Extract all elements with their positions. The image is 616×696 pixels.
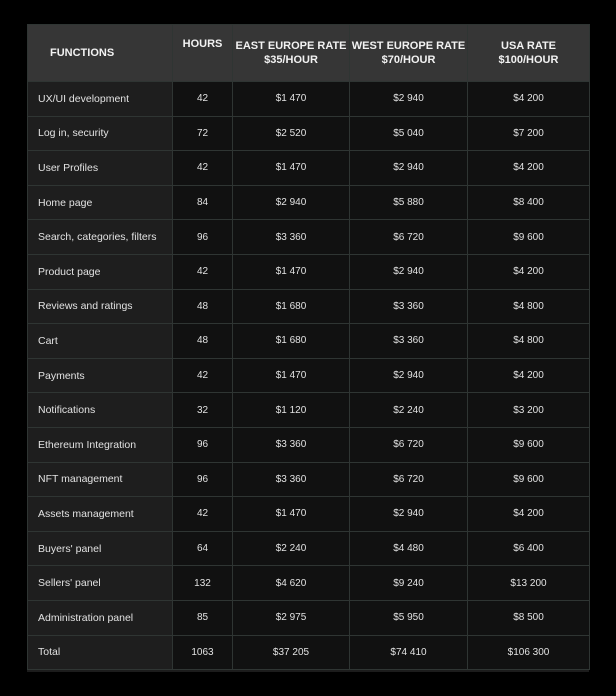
east-europe-cost-cell: $1 470	[233, 254, 350, 289]
function-cell: Search, categories, filters	[28, 220, 173, 255]
usa-cost-cell: $13 200	[468, 566, 590, 601]
header-west-europe-rate	[350, 25, 468, 82]
header-usa-rate-value: $100/HOUR	[498, 54, 559, 66]
east-europe-cost-cell: $2 975	[233, 600, 350, 635]
west-europe-cost-cell: $2 940	[350, 82, 468, 117]
function-cell: Ethereum Integration	[28, 427, 173, 462]
function-cell: Notifications	[28, 393, 173, 428]
hours-cell: 48	[173, 289, 233, 324]
usa-cost-cell: $7 200	[468, 116, 590, 151]
cost-estimate-table-container	[27, 24, 589, 672]
table-row	[28, 393, 590, 428]
west-europe-cost-cell: $6 720	[350, 220, 468, 255]
usa-cost-cell: $4 200	[468, 82, 590, 117]
hours-cell: 132	[173, 566, 233, 601]
header-west-europe-rate-value: $70/HOUR	[381, 54, 436, 66]
header-functions-label: FUNCTIONS	[50, 47, 115, 59]
hours-cell: 42	[173, 358, 233, 393]
usa-cost-cell: $8 400	[468, 185, 590, 220]
hours-cell: 48	[173, 324, 233, 359]
hours-cell: 42	[173, 82, 233, 117]
total-label-cell: Total	[28, 635, 173, 670]
table-row	[28, 254, 590, 289]
west-europe-cost-cell: $3 360	[350, 324, 468, 359]
west-europe-cost-cell: $6 720	[350, 462, 468, 497]
function-cell: Sellers' panel	[28, 566, 173, 601]
header-functions	[28, 25, 173, 82]
west-europe-cost-cell: $2 940	[350, 254, 468, 289]
west-europe-cost-cell: $5 950	[350, 600, 468, 635]
header-row	[28, 25, 590, 82]
hours-cell: 32	[173, 393, 233, 428]
east-europe-cost-cell: $1 470	[233, 358, 350, 393]
function-cell: Log in, security	[28, 116, 173, 151]
hours-cell: 64	[173, 531, 233, 566]
header-east-europe-rate	[233, 25, 350, 82]
hours-cell: 85	[173, 600, 233, 635]
table-row	[28, 566, 590, 601]
usa-cost-cell: $6 400	[468, 531, 590, 566]
west-europe-cost-cell: $4 480	[350, 531, 468, 566]
usa-cost-cell: $4 800	[468, 324, 590, 359]
usa-cost-cell: $9 600	[468, 220, 590, 255]
hours-cell: 42	[173, 497, 233, 532]
usa-cost-cell: $4 200	[468, 358, 590, 393]
header-east-europe-title: EAST EUROPE RATE	[235, 40, 347, 52]
usa-cost-cell: $4 800	[468, 289, 590, 324]
table-body	[28, 82, 590, 670]
east-europe-cost-cell: $2 940	[233, 185, 350, 220]
table-row	[28, 531, 590, 566]
west-europe-cost-cell: $2 940	[350, 151, 468, 186]
east-europe-cost-cell: $3 360	[233, 462, 350, 497]
west-europe-cost-cell: $2 940	[350, 497, 468, 532]
hours-cell: 96	[173, 220, 233, 255]
west-europe-cost-cell: $5 040	[350, 116, 468, 151]
hours-cell: 42	[173, 254, 233, 289]
function-cell: Home page	[28, 185, 173, 220]
east-europe-cost-cell: $3 360	[233, 427, 350, 462]
usa-cost-cell: $8 500	[468, 600, 590, 635]
usa-cost-cell: $4 200	[468, 151, 590, 186]
function-cell: User Profiles	[28, 151, 173, 186]
function-cell: Reviews and ratings	[28, 289, 173, 324]
total-usa-cost-cell: $106 300	[468, 635, 590, 670]
function-cell: Administration panel	[28, 600, 173, 635]
west-europe-cost-cell: $3 360	[350, 289, 468, 324]
hours-cell: 72	[173, 116, 233, 151]
east-europe-cost-cell: $1 470	[233, 151, 350, 186]
east-europe-cost-cell: $2 520	[233, 116, 350, 151]
function-cell: Payments	[28, 358, 173, 393]
usa-cost-cell: $4 200	[468, 497, 590, 532]
table-row	[28, 185, 590, 220]
function-cell: NFT management	[28, 462, 173, 497]
west-europe-cost-cell: $5 880	[350, 185, 468, 220]
east-europe-cost-cell: $2 240	[233, 531, 350, 566]
east-europe-cost-cell: $1 120	[233, 393, 350, 428]
table-row	[28, 497, 590, 532]
total-west-europe-cost-cell: $74 410	[350, 635, 468, 670]
header-west-europe-title: WEST EUROPE RATE	[351, 40, 466, 52]
total-row	[28, 635, 590, 670]
total-east-europe-cost-cell: $37 205	[233, 635, 350, 670]
hours-cell: 96	[173, 427, 233, 462]
hours-cell: 84	[173, 185, 233, 220]
total-hours-cell: 1063	[173, 635, 233, 670]
function-cell: UX/UI development	[28, 82, 173, 117]
function-cell: Assets management	[28, 497, 173, 532]
hours-cell: 96	[173, 462, 233, 497]
east-europe-cost-cell: $1 470	[233, 82, 350, 117]
cost-estimate-table	[27, 24, 590, 670]
east-europe-cost-cell: $4 620	[233, 566, 350, 601]
west-europe-cost-cell: $9 240	[350, 566, 468, 601]
table-row	[28, 600, 590, 635]
east-europe-cost-cell: $1 470	[233, 497, 350, 532]
usa-cost-cell: $9 600	[468, 462, 590, 497]
table-row	[28, 289, 590, 324]
table-row	[28, 427, 590, 462]
function-cell: Buyers' panel	[28, 531, 173, 566]
west-europe-cost-cell: $2 240	[350, 393, 468, 428]
table-row	[28, 82, 590, 117]
usa-cost-cell: $9 600	[468, 427, 590, 462]
west-europe-cost-cell: $2 940	[350, 358, 468, 393]
header-hours-label: HOURS	[182, 38, 223, 50]
header-usa-rate	[468, 25, 590, 82]
header-hours	[173, 25, 233, 82]
table-row	[28, 151, 590, 186]
header-usa-title: USA RATE	[501, 40, 556, 52]
table-row	[28, 220, 590, 255]
usa-cost-cell: $3 200	[468, 393, 590, 428]
hours-cell: 42	[173, 151, 233, 186]
east-europe-cost-cell: $3 360	[233, 220, 350, 255]
header-east-europe-rate-value: $35/HOUR	[264, 54, 318, 66]
west-europe-cost-cell: $6 720	[350, 427, 468, 462]
function-cell: Product page	[28, 254, 173, 289]
table-header	[28, 25, 590, 82]
table-row	[28, 462, 590, 497]
east-europe-cost-cell: $1 680	[233, 289, 350, 324]
table-row	[28, 358, 590, 393]
east-europe-cost-cell: $1 680	[233, 324, 350, 359]
usa-cost-cell: $4 200	[468, 254, 590, 289]
function-cell: Cart	[28, 324, 173, 359]
table-row	[28, 116, 590, 151]
table-row	[28, 324, 590, 359]
